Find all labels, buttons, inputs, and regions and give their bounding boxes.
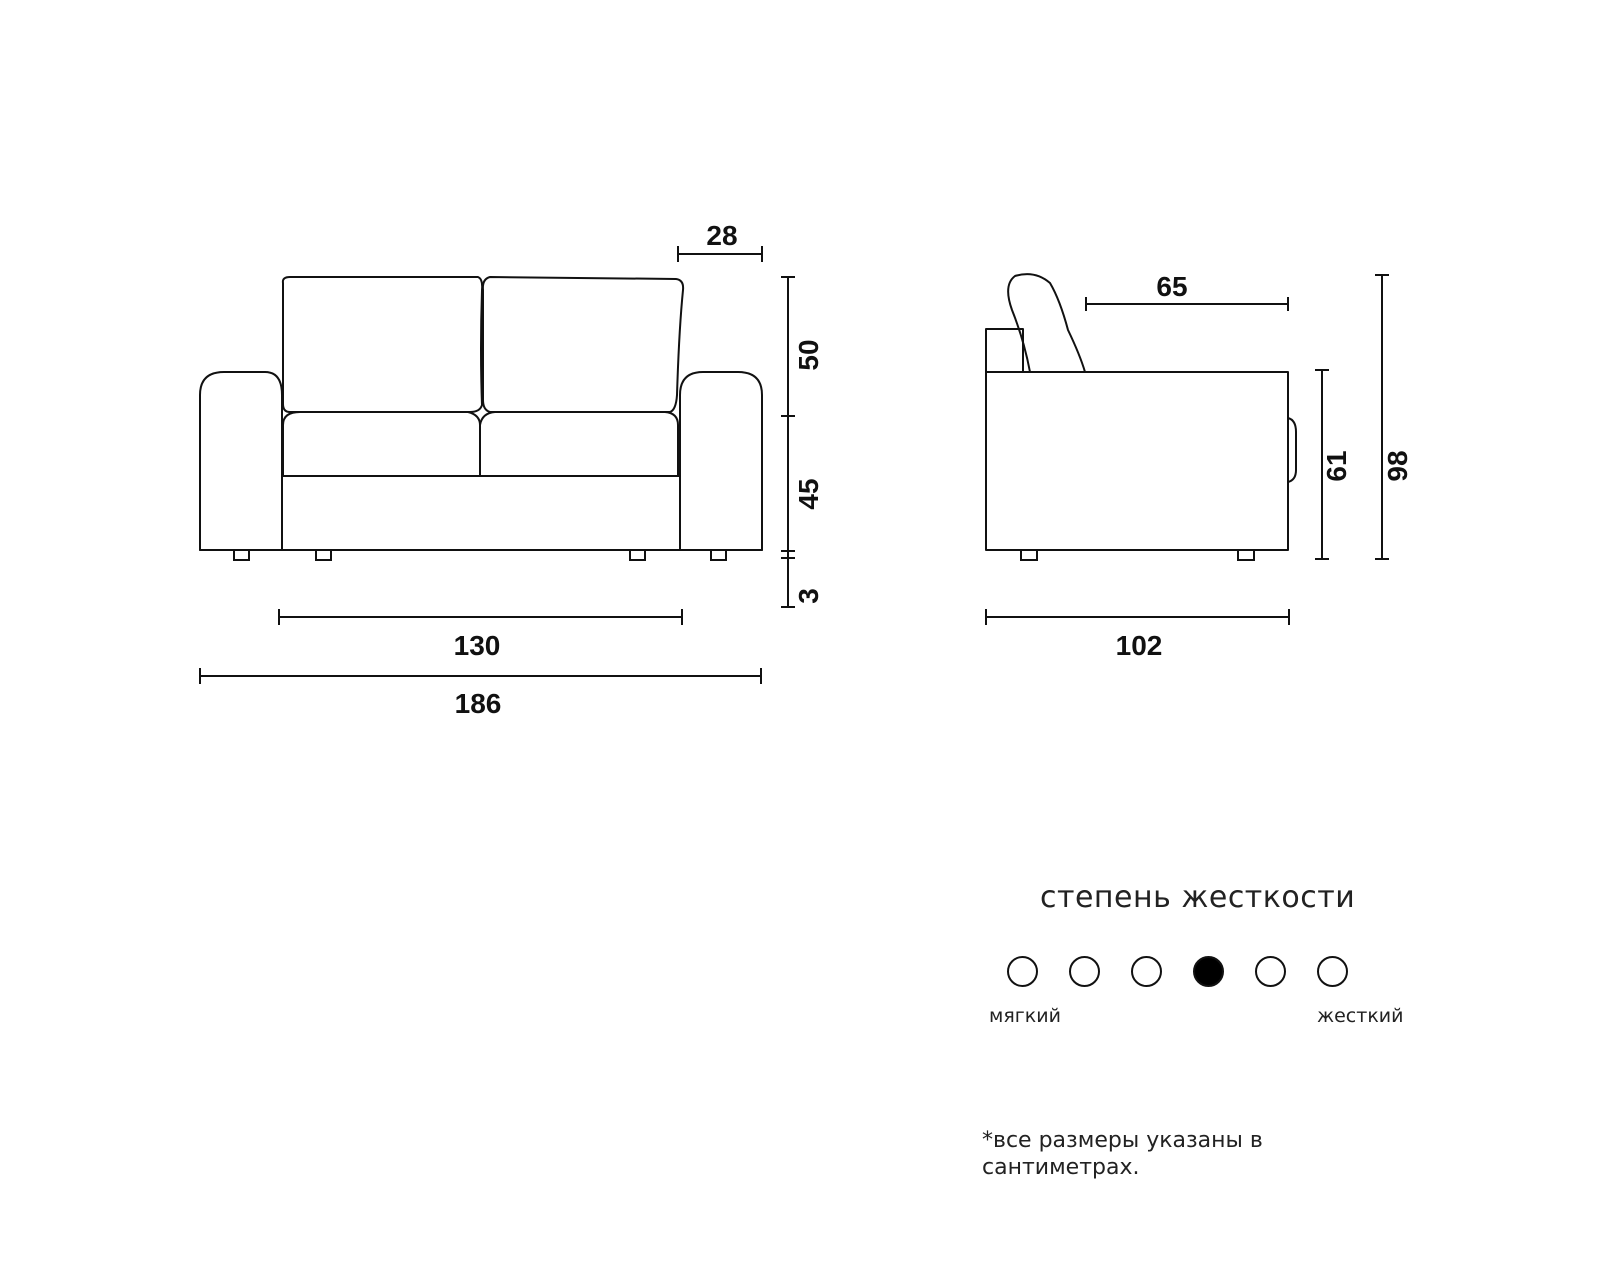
dim-seat-height-label: 45 bbox=[793, 478, 824, 510]
dim-arm-height-label: 61 bbox=[1321, 450, 1352, 482]
seat-cushion-left bbox=[283, 412, 480, 476]
front-leg-1 bbox=[234, 550, 249, 560]
side-leg-2 bbox=[1238, 550, 1254, 560]
dim-back-height-label: 50 bbox=[793, 339, 824, 371]
dim-total-width-label: 186 bbox=[454, 688, 502, 719]
dim-total-height-label: 98 bbox=[1382, 450, 1413, 482]
firmness-dot-6 bbox=[1317, 956, 1348, 987]
dim-arm-width-label: 28 bbox=[706, 220, 738, 251]
dim-total-depth-label: 102 bbox=[1115, 630, 1163, 661]
firmness-dot-2 bbox=[1069, 956, 1100, 987]
dim-total-width bbox=[200, 668, 761, 719]
side-view bbox=[986, 271, 1413, 661]
armrest-right bbox=[680, 372, 762, 550]
dim-seat-width bbox=[279, 609, 682, 661]
firmness-title: степень жесткости bbox=[1040, 880, 1356, 915]
dim-arm-width bbox=[678, 220, 762, 262]
firmness-dot-4 bbox=[1193, 956, 1224, 987]
firmness-dot-5 bbox=[1255, 956, 1286, 987]
side-arm-block bbox=[986, 329, 1023, 372]
back-cushion-right bbox=[483, 277, 683, 412]
armrest-left bbox=[200, 372, 282, 550]
front-leg-3 bbox=[630, 550, 645, 560]
firmness-dot-1 bbox=[1007, 956, 1038, 987]
dim-vertical-chain bbox=[781, 277, 824, 607]
firmness-scale bbox=[1007, 956, 1367, 992]
firmness-dot-3 bbox=[1131, 956, 1162, 987]
dim-leg-height-label: 3 bbox=[793, 588, 824, 604]
side-body bbox=[986, 372, 1288, 550]
front-leg-4 bbox=[711, 550, 726, 560]
side-back-cushion bbox=[1008, 274, 1085, 372]
dim-total-depth bbox=[986, 609, 1289, 661]
firmness-max-label: жесткий bbox=[1317, 1005, 1404, 1027]
side-leg-1 bbox=[1021, 550, 1037, 560]
dim-seat-depth bbox=[1086, 271, 1288, 311]
front-view bbox=[200, 220, 824, 719]
side-handle bbox=[1288, 418, 1296, 482]
units-note: *все размеры указаны в сантиметрах. bbox=[982, 1128, 1263, 1180]
dim-arm-height bbox=[1315, 370, 1352, 559]
seat-cushion-right bbox=[480, 412, 678, 476]
dim-seat-width-label: 130 bbox=[453, 630, 501, 661]
dim-total-height bbox=[1375, 275, 1413, 559]
back-cushion-left bbox=[283, 277, 482, 412]
firmness-min-label: мягкий bbox=[989, 1005, 1061, 1027]
front-leg-2 bbox=[316, 550, 331, 560]
dim-seat-depth-label: 65 bbox=[1156, 271, 1188, 302]
